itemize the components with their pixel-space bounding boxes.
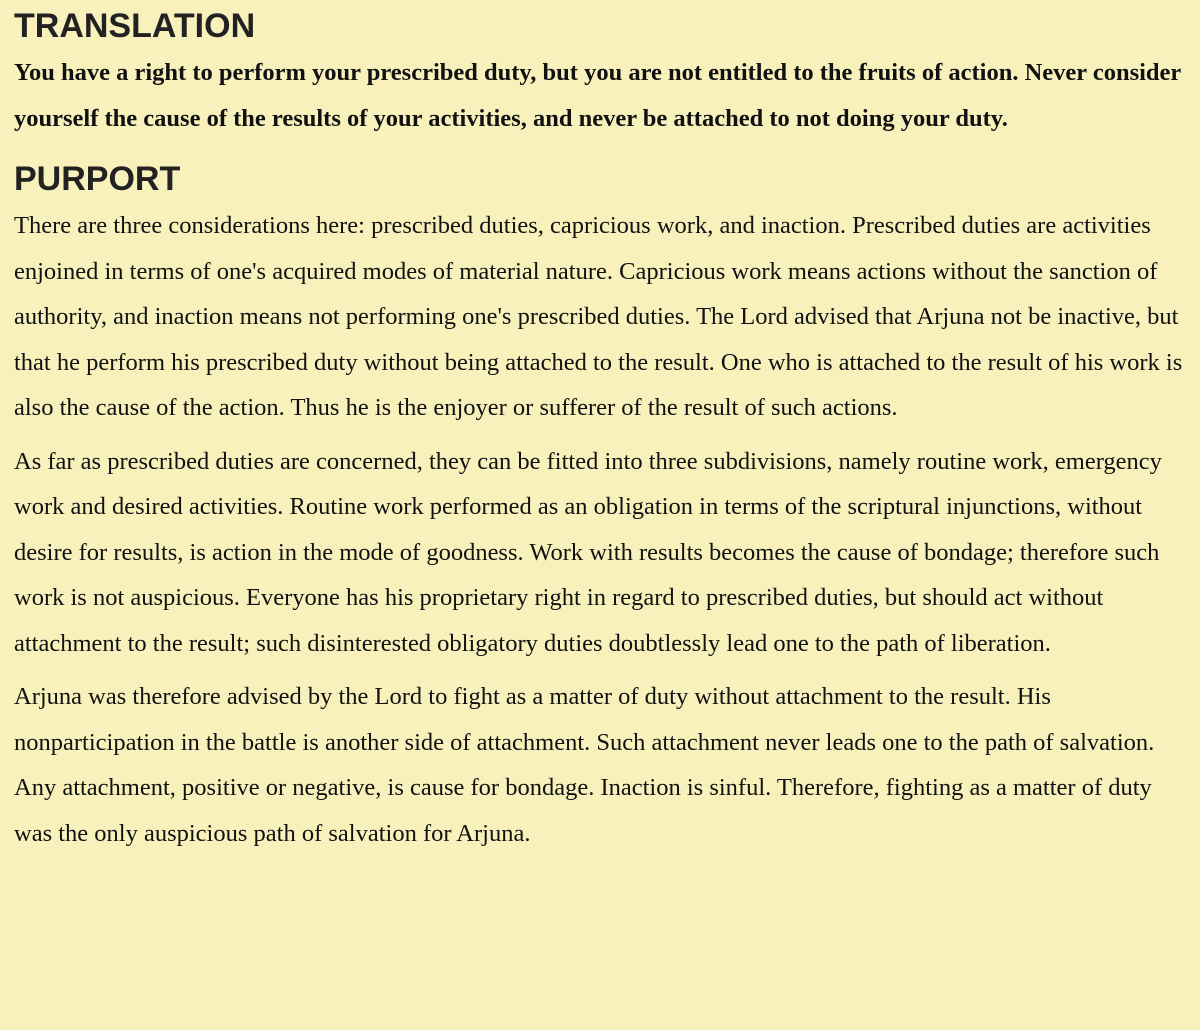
purport-paragraph-3: Arjuna was therefore advised by the Lord to fight as a matter of duty without attachment to the result. His nonparticipation in the battle is another side of attachment. Such attachment never leads one to the path of salvation. Any attachment, positive or negative, is cause for bondage. Inaction is sinful. Therefore, fighting as a matter of duty was the only auspicious path of salvation for Arjuna. bbox=[14, 683, 1155, 847]
translation-heading: TRANSLATION bbox=[14, 7, 256, 45]
purport-paragraph-1: There are three considerations here: prescribed duties, capricious work, and inaction. Prescribed duties are activities enjoined in terms of one's acquired modes of material nature. Capricious work means actions without the sanction of authority, and inaction means not performing one's prescribed duties. The Lord advised that Arjuna not be inactive, but that he perform his prescribed duty without being attached to the result. One who is attached to the result of his work is also the cause of the action. Thus he is the enjoyer or sufferer of the result of such actions. bbox=[14, 212, 1183, 421]
translation-section bbox=[14, 6, 1186, 141]
translation-text: You have a right to perform your prescribed duty, but you are not entitled to the fruits of action. Never consider yourself the cause of the results of your activities, and never be attached to not doing your duty. bbox=[14, 59, 1181, 132]
purport-paragraph-2: As far as prescribed duties are concerned, they can be fitted into three subdivisions, namely routine work, emergency work and desired activities. Routine work performed as an obligation in terms of the scriptural injunctions, without desire for results, is action in the mode of goodness. Work with results becomes the cause of bondage; therefore such work is not auspicious. Everyone has his proprietary right in regard to prescribed duties, but should act without attachment to the result; such disinterested obligatory duties doubtlessly lead one to the path of liberation. bbox=[14, 447, 1162, 657]
purport-heading: PURPORT bbox=[14, 160, 181, 198]
purport-section bbox=[14, 159, 1186, 856]
